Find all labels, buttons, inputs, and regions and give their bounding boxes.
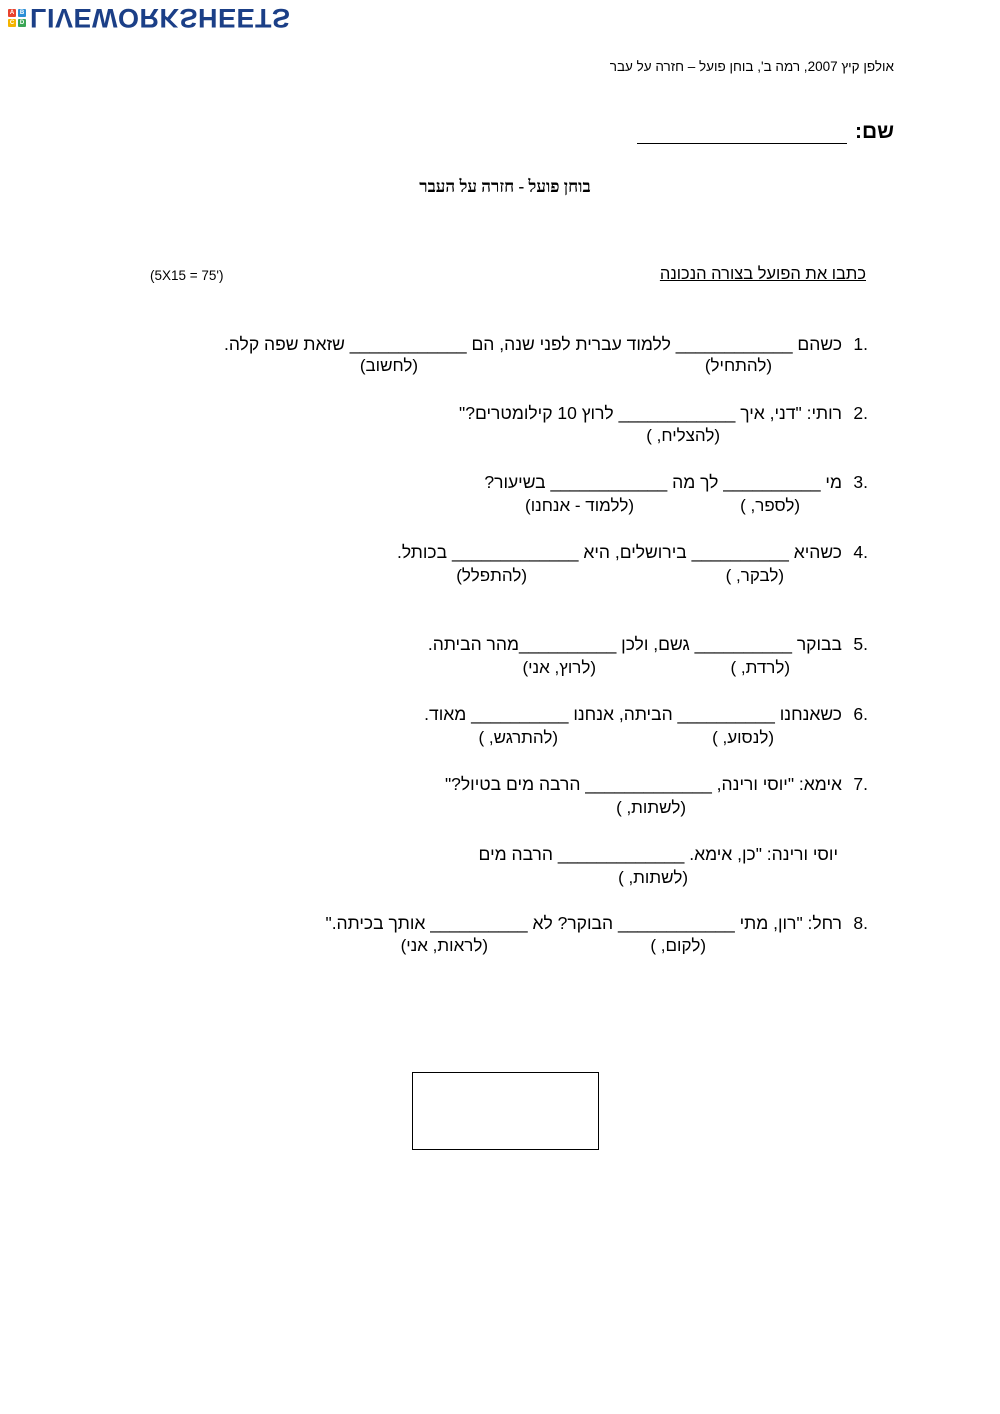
question-text-continuation: יוסי ורינה: "כן, אימא. _____________ הרבה מים: [478, 844, 838, 864]
question-text: מי __________ לך מה ____________ בשיעור?: [484, 472, 842, 492]
verb-hint: (לבקר, ): [725, 566, 784, 585]
logo-tile: A: [9, 10, 15, 16]
liveworksheets-logo: [8, 4, 291, 32]
question-number: 5.: [853, 634, 868, 654]
name-label: שם:: [854, 120, 894, 143]
verb-hint: (ללמוד - אנחנו): [525, 496, 634, 515]
question-text: כשאנחנו __________ הביתה, אנחנו __________ מאוד.: [424, 704, 842, 724]
score-box[interactable]: [412, 1072, 599, 1150]
verb-hint: (לנסוע, ): [712, 728, 774, 747]
verb-hint: (לשתות, ): [616, 798, 686, 817]
logo-tiles-icon: [8, 9, 26, 27]
question-text: כשהם ____________ ללמוד עברית לפני שנה, הם ____________ שזאת שפה קלה.: [223, 334, 842, 354]
question-number: 1.: [853, 334, 868, 354]
verb-hint: (להתפלל): [456, 566, 527, 585]
logo-tile: D: [19, 20, 25, 26]
question-number: 6.: [853, 704, 868, 724]
points-note: (5X15 = 75'): [150, 268, 224, 283]
page-title: בוחן פועל - חזרה על העבר: [419, 177, 591, 196]
question-number: 8.: [853, 913, 868, 933]
verb-hint: (להצליח, ): [646, 426, 720, 445]
question-text: בבוקר __________ גשם, ולכן __________מהר הביתה.: [427, 634, 842, 654]
question-text: רותי: "דני, איך ____________ לרוץ 10 קילומטרים?": [459, 403, 842, 423]
name-input-line[interactable]: [637, 121, 847, 144]
question-text: רחל: "רון, מתי ____________ הבוקר? לא __________ אותך בכיתה.": [325, 913, 842, 933]
verb-hint: (לראות, אני): [400, 936, 488, 955]
question-number: 2.: [853, 403, 868, 423]
logo-tile: B: [19, 10, 25, 16]
verb-hint: (לחשוב): [359, 356, 418, 375]
question-number: 4.: [853, 542, 868, 562]
question-text: כשהיא __________ בירושלים, היא _____________ בכותל.: [397, 542, 842, 562]
question-number: 3.: [853, 472, 868, 492]
verb-hint: (להתרגש, ): [478, 728, 558, 747]
verb-hint: (לשתות, ): [618, 868, 688, 887]
document-header: אולפן קיץ 2007, רמה ב', בוחן פועל – חזרה על עבר: [609, 59, 894, 74]
logo-tile: C: [9, 20, 15, 26]
verb-hint: (לקום, ): [650, 936, 706, 955]
question-text: אימא: "יוסי ורינה, _____________ הרבה מים בטיול?": [444, 774, 842, 794]
logo-text: LIVEWORKSHEETS: [30, 3, 291, 33]
verb-hint: (לספר, ): [740, 496, 800, 515]
verb-hint: (לרדת, ): [730, 658, 790, 677]
instructions: כתבו את הפועל בצורה הנכונה: [659, 265, 866, 283]
name-row: [637, 120, 894, 144]
verb-hint: (לרוץ, אני): [522, 658, 596, 677]
question-number: 7.: [853, 774, 868, 794]
verb-hint: (להתחיל): [704, 356, 772, 375]
